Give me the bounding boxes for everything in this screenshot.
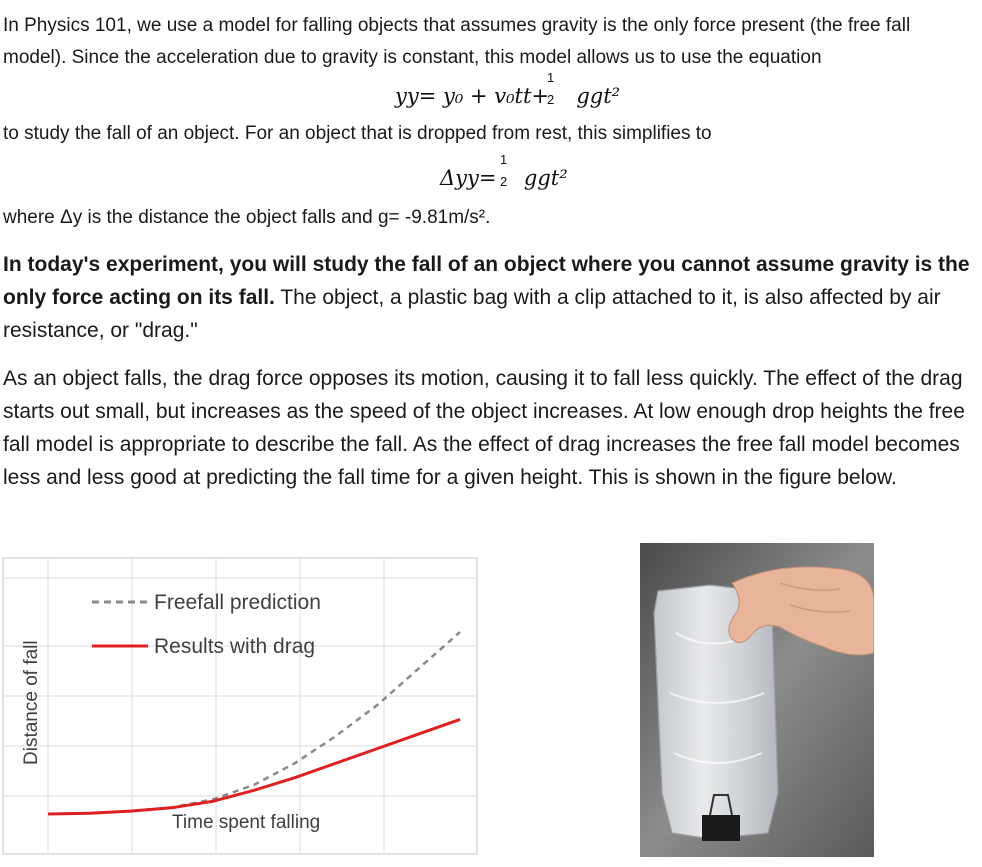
free-fall-equation bbox=[395, 70, 621, 108]
fraction-denominator: 2 bbox=[500, 174, 508, 189]
fraction-denominator: 2 bbox=[547, 92, 555, 107]
equation-tail: ggt² bbox=[576, 84, 621, 108]
variables-paragraph: where Δy is the distance the object falls and g= -9.81m/s². bbox=[3, 207, 491, 228]
legend-drag-label: Results with drag bbox=[154, 635, 316, 658]
equation-main: yy= y₀ + v₀tt+ bbox=[395, 84, 549, 108]
legend-freefall-label: Freefall prediction bbox=[154, 591, 321, 614]
plastic-bag-photo bbox=[640, 543, 874, 857]
drag-paragraph: As an object falls, the drag force opposes its motion, causing it to fall less quickly. The effect of the drag starts out small, but increases as the speed of the object increases. At low enough drop heights the free fall model is appropriate to describe the fall. As the effect of drag increases the free fall model becomes less and less good at predicting the fall time for a given height. This is shown in the figure below. bbox=[3, 367, 965, 489]
equation-tail: ggt² bbox=[523, 166, 568, 190]
y-axis-label: Distance of fall bbox=[21, 640, 42, 765]
equation-main: Δyy= bbox=[440, 166, 497, 190]
x-axis-label: Time spent falling bbox=[172, 812, 321, 833]
intro-paragraph: In Physics 101, we use a model for falling objects that assumes gravity is the only force present (the free fall model). Since the acceleration due to gravity is constant, this model allows us to use the equation bbox=[3, 15, 911, 68]
binder-clip bbox=[702, 815, 740, 841]
experiment-paragraph bbox=[3, 248, 975, 347]
experiment-rest: The object, a plastic bag with a clip attached to it, is also affected by air resistance, or "drag." bbox=[3, 286, 941, 342]
fraction-numerator: 1 bbox=[500, 152, 508, 167]
fall-chart bbox=[0, 550, 480, 855]
drop-equation bbox=[440, 152, 568, 190]
experiment-bold: In today's experiment, you will study the fall of an object where you cannot assume gravity is the only force acting on its fall. bbox=[3, 253, 970, 309]
simplify-paragraph: to study the fall of an object. For an object that is dropped from rest, this simplifies to bbox=[3, 123, 712, 144]
fraction-numerator: 1 bbox=[547, 70, 555, 85]
